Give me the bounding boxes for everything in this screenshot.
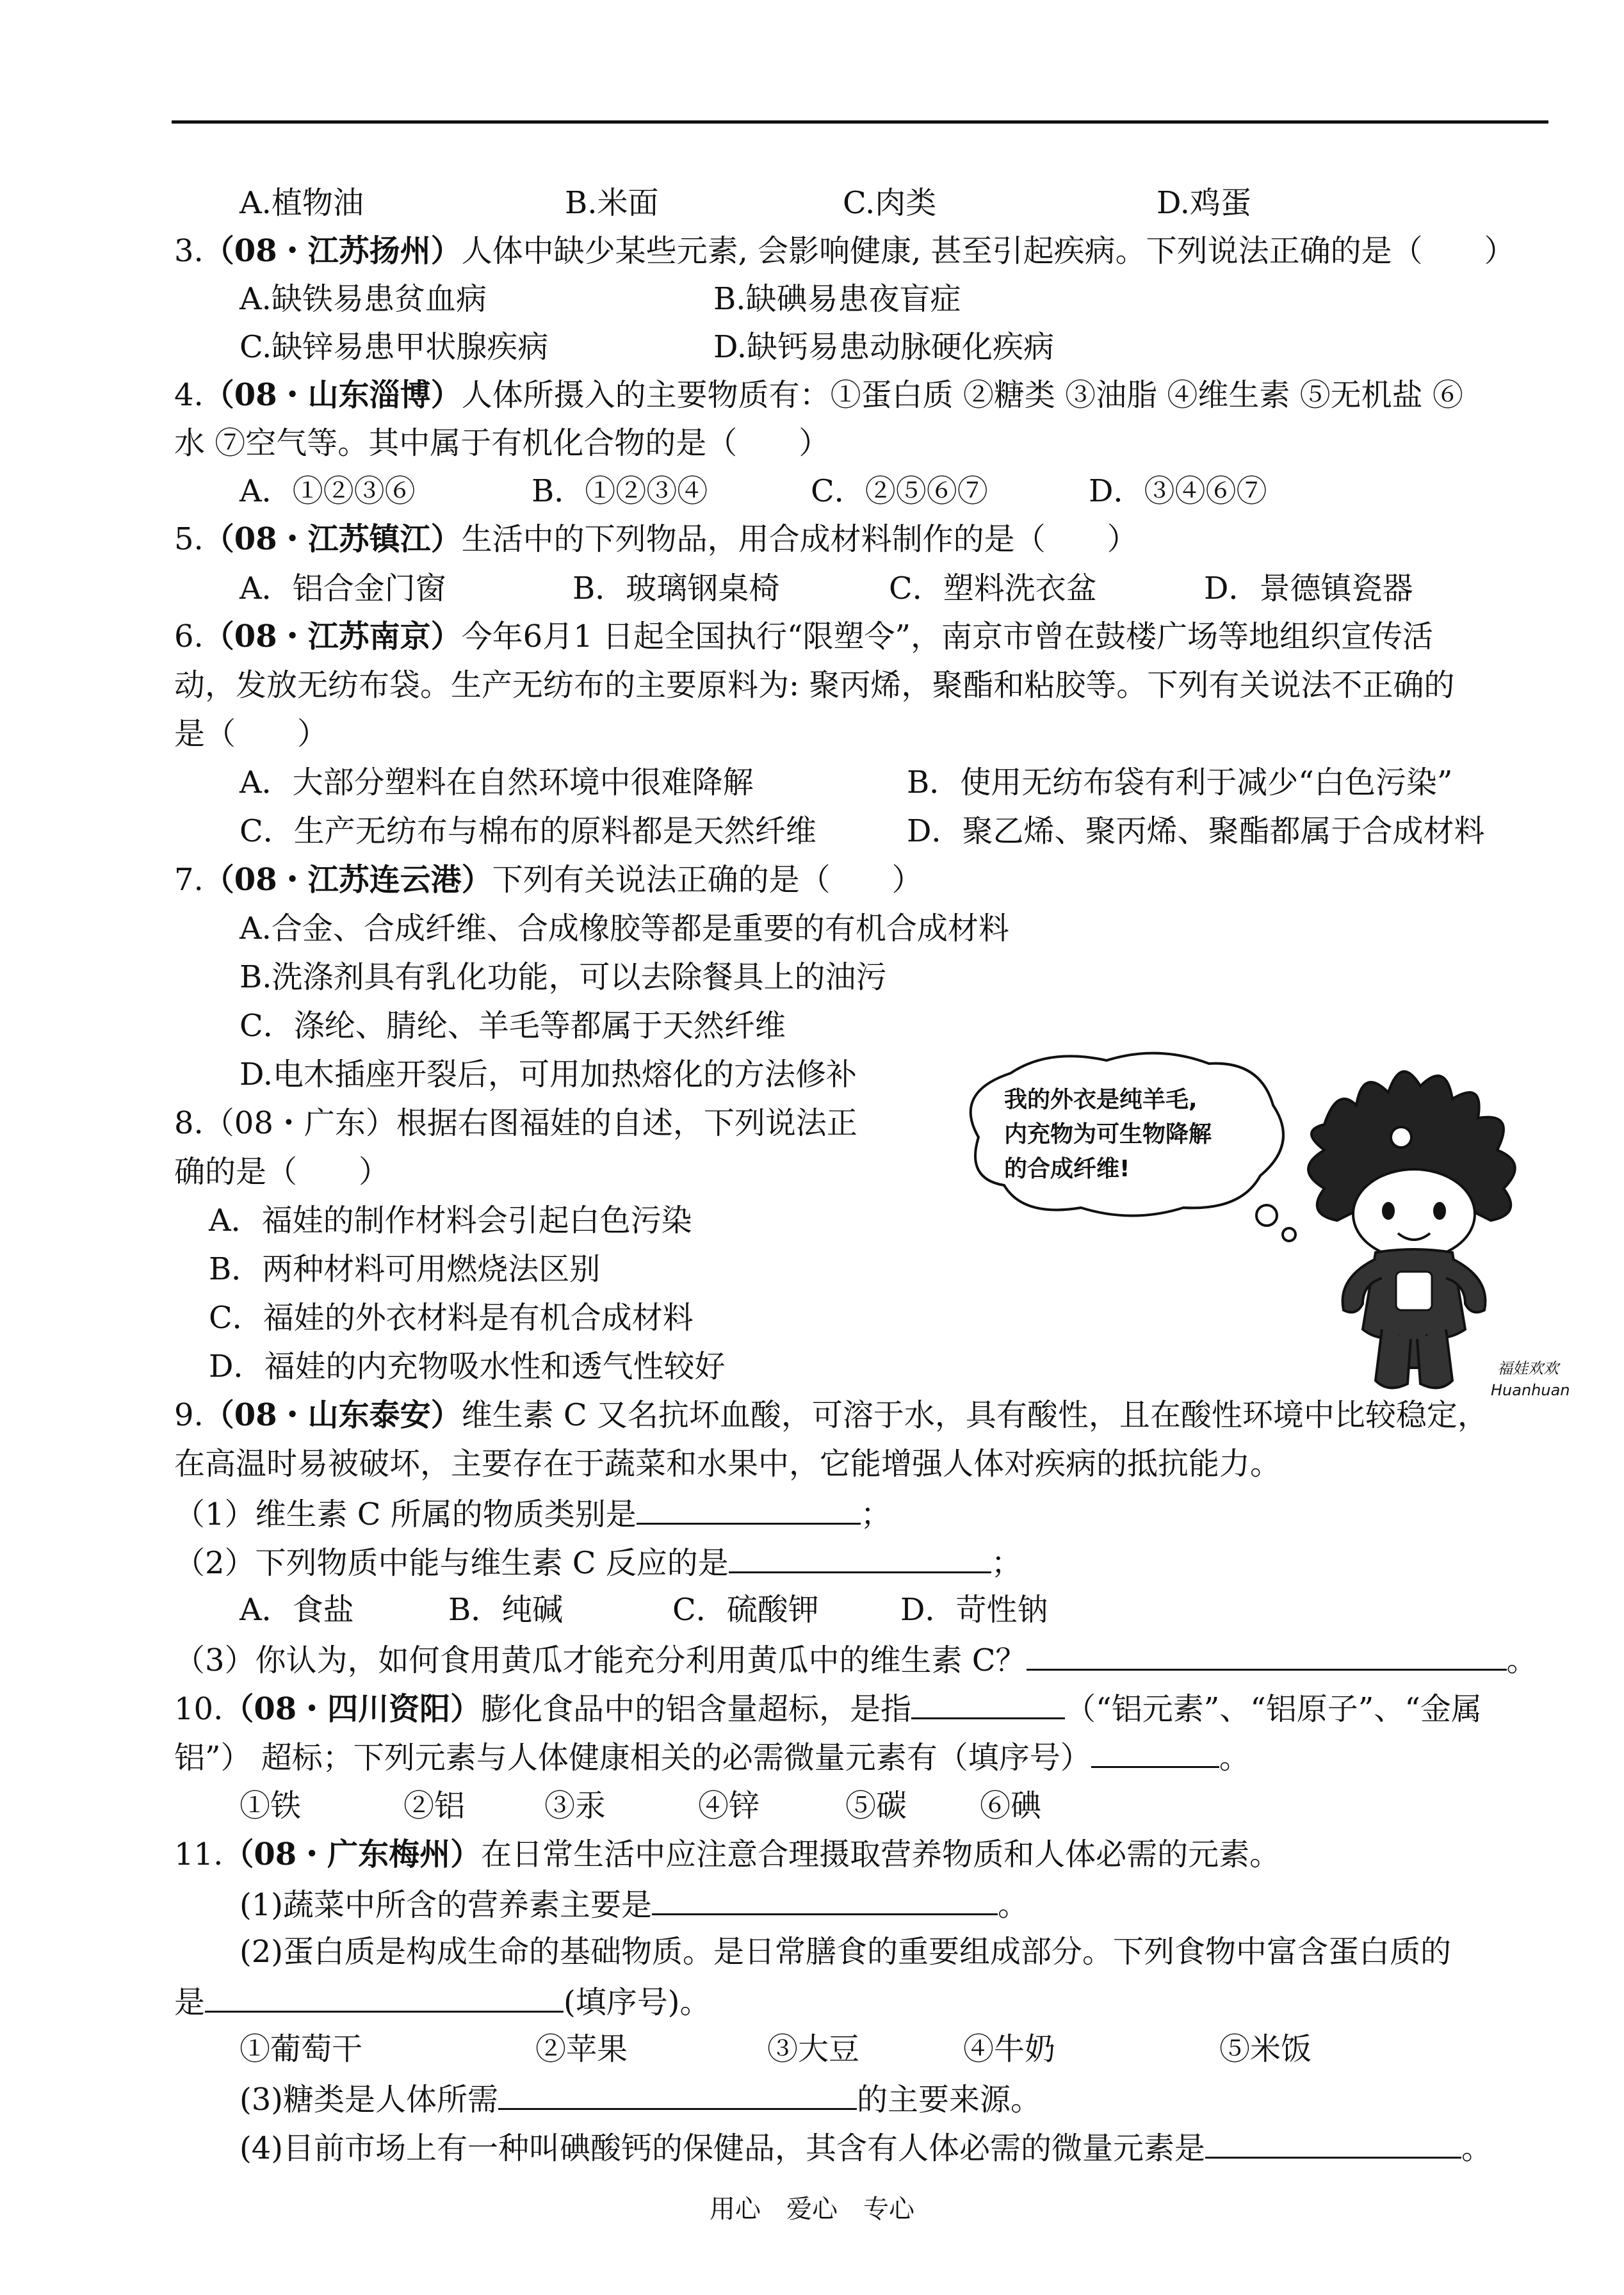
q11-option-3: ③大豆 [767, 2031, 860, 2067]
page-footer: 用心 爱心 专心 [710, 2194, 914, 2224]
q8-option-c: C．福娃的外衣材料是有机合成材料 [209, 1300, 694, 1336]
q9-part-2 [174, 1542, 1022, 1582]
question-source: （08・江苏镇江） [203, 521, 462, 557]
question-10-stem [174, 1688, 1482, 1728]
question-text: 铝”） 超标；下列元素与人体健康相关的必需微量元素有（填序号） [174, 1740, 1091, 1776]
question-number: 6. [174, 619, 204, 654]
part-text: （3）你认为，如何食用黄瓜才能充分利用黄瓜中的维生素 C？ [174, 1642, 1027, 1678]
question-text: 维生素 C 又名抗坏血酸，可溶于水，具有酸性，且在酸性环境中比较稳定， [461, 1397, 1488, 1433]
q6-option-d: D．聚乙烯、聚丙烯、聚酯都属于合成材料 [907, 813, 1485, 849]
q5-option-a: A．铝合金门窗 [240, 571, 446, 606]
q8-option-d: D．福娃的内充物吸水性和透气性较好 [209, 1349, 726, 1384]
q11-part-1 [240, 1884, 1028, 1924]
answer-blank[interactable] [205, 1981, 564, 2013]
question-number: 8. [174, 1105, 204, 1141]
q11-option-2: ②苹果 [535, 2031, 628, 2067]
answer-blank[interactable] [911, 1688, 1065, 1719]
q5-option-b: B．玻璃钢桌椅 [572, 571, 780, 606]
header-rule [172, 120, 1548, 124]
question-11-stem [174, 1835, 1280, 1874]
bubble-dot [1256, 1205, 1277, 1226]
part-text: （1）维生素 C 所属的物质类别是 [174, 1496, 637, 1532]
q11-part-3 [240, 2079, 1041, 2119]
q3-option-a: A.缺铁易患贫血病 [240, 281, 487, 317]
q11-part-2: (2)蛋白质是构成生命的基础物质。是日常膳食的重要组成部分。下列食物中富含蛋白质的 [240, 1934, 1451, 1970]
q10-option-4: ④锌 [698, 1788, 760, 1824]
answer-blank[interactable] [652, 1884, 998, 1915]
question-text: 人体所摄入的主要物质有：①蛋白质 ②糖类 ③油脂 ④维生素 ⑤无机盐 ⑥ [461, 377, 1463, 413]
q7-option-b: B.洗涤剂具有乳化功能，可以去除餐具上的油污 [240, 959, 887, 995]
question-text: 膨化食品中的铝含量超标，是指 [481, 1691, 912, 1727]
q2-option-d: D.鸡蛋 [1157, 185, 1252, 221]
right-leg [1417, 1329, 1452, 1388]
question-source: （08・四川资阳） [223, 1691, 482, 1727]
bubble-line-3: 的合成纤维! [1004, 1156, 1130, 1182]
q10-option-2: ②铝 [403, 1788, 466, 1824]
part-text: (1)蔬菜中所含的营养素主要是 [240, 1887, 652, 1923]
left-leg [1376, 1329, 1411, 1388]
question-number: 5. [174, 521, 204, 557]
part-text: 的主要来源。 [857, 2082, 1042, 2118]
question-text: 下列有关说法正确的是（ ） [492, 862, 923, 898]
q9-option-b: B．纯碱 [448, 1592, 564, 1628]
question-6-stem-cont: 动，发放无纺布袋。生产无纺布的主要原料为: 聚丙烯，聚酯和粘胶等。下列有关说法不正确的 [174, 667, 1455, 703]
answer-blank[interactable] [1027, 1639, 1507, 1671]
fuwa-illustration [940, 1048, 1568, 1432]
question-number: 3. [174, 233, 204, 269]
q9-part-1 [174, 1493, 891, 1534]
q2-option-c: C.肉类 [843, 185, 937, 221]
bubble-line-2: 内充物为可生物降解 [1004, 1121, 1212, 1148]
question-source: （08・江苏扬州） [203, 233, 462, 269]
q10-option-6: ⑥碘 [980, 1788, 1042, 1824]
q3-option-d: D.缺钙易患动脉硬化疾病 [713, 329, 1055, 365]
punctuation: 。 [1506, 1642, 1538, 1678]
question-number: 9. [174, 1397, 204, 1433]
question-10-stem-cont [174, 1737, 1250, 1777]
q6-option-b: B．使用无纺布袋有利于减少“白色污染” [907, 765, 1453, 800]
left-eye [1382, 1202, 1395, 1220]
q10-option-1: ①铁 [240, 1788, 302, 1824]
answer-blank[interactable] [637, 1493, 861, 1525]
question-text: （“铝元素”、“铝原子”、“金属 [1065, 1691, 1482, 1727]
punctuation: 。 [1219, 1740, 1250, 1776]
q9-option-d: D．苛性钠 [900, 1592, 1048, 1628]
q10-option-5: ⑤碳 [845, 1788, 907, 1824]
olympic-emblem [1396, 1272, 1432, 1310]
answer-blank[interactable] [1091, 1737, 1219, 1768]
fuwa-signature: 福娃欢欢 [1497, 1359, 1559, 1377]
bubble-line-1: 我的外衣是纯羊毛, [1004, 1087, 1198, 1113]
q9-option-c: C．硫酸钾 [672, 1592, 819, 1628]
question-4-stem [174, 376, 1463, 414]
q4-option-c: C．②⑤⑥⑦ [811, 473, 988, 509]
punctuation: 。 [1461, 2130, 1493, 2166]
part-text: （2）下列物质中能与维生素 C 反应的是 [174, 1545, 729, 1581]
answer-blank[interactable] [498, 2079, 857, 2110]
answer-blank[interactable] [1205, 2127, 1461, 2159]
question-source: （08・广东） [203, 1105, 396, 1141]
question-number: 11. [174, 1837, 223, 1872]
q6-option-a: A．大部分塑料在自然环境中很难降解 [240, 765, 754, 800]
question-8-stem [174, 1104, 857, 1142]
q11-option-4: ④牛奶 [963, 2031, 1056, 2067]
q5-option-c: C．塑料洗衣盆 [889, 571, 1097, 606]
right-eye [1433, 1202, 1446, 1220]
answer-blank[interactable] [729, 1542, 991, 1573]
q8-option-a: A．福娃的制作材料会引起白色污染 [209, 1203, 692, 1238]
question-3-stem [174, 232, 1515, 270]
question-5-stem [174, 520, 1138, 558]
question-7-stem [174, 861, 923, 899]
q4-option-a: A．①②③⑥ [240, 473, 416, 509]
question-8-stem-cont: 确的是（ ） [174, 1154, 390, 1190]
punctuation: 。 [998, 1887, 1029, 1923]
part-text: (填序号)。 [564, 1984, 711, 2020]
punctuation: ； [860, 1496, 891, 1532]
q7-option-d: D.电木插座开裂后，可用加热熔化的方法修补 [240, 1057, 857, 1092]
q3-option-b: B.缺碘易患夜盲症 [713, 281, 961, 317]
part-text: 是 [174, 1984, 206, 2020]
question-4-stem-cont: 水 ⑦空气等。其中属于有机化合物的是（ ） [174, 425, 830, 461]
question-text: 今年6月1 日起全国执行“限塑令”，南京市曾在鼓楼广场等地组织宣传活 [461, 619, 1434, 654]
bubble-dot [1283, 1228, 1295, 1241]
question-text: 根据右图福娃的自述，下列说法正 [396, 1105, 857, 1141]
question-source: （08・广东梅州） [223, 1837, 482, 1872]
question-source: （08・山东泰安） [203, 1397, 462, 1433]
question-9-stem-cont: 在高温时易被破坏，主要存在于蔬菜和水果中，它能增强人体对疾病的抵抗能力。 [174, 1446, 1281, 1482]
q2-option-a: A.植物油 [240, 185, 364, 221]
question-source: （08・江苏连云港） [203, 862, 492, 898]
q11-option-5: ⑤米饭 [1219, 2031, 1312, 2067]
question-number: 4. [174, 377, 204, 413]
question-9-stem [174, 1396, 1488, 1434]
q5-option-d: D．景德镇瓷器 [1204, 571, 1413, 606]
q4-option-d: D．③④⑥⑦ [1089, 473, 1267, 509]
q11-option-1: ①葡萄干 [240, 2031, 363, 2067]
q3-option-c: C.缺锌易患甲状腺疾病 [240, 329, 549, 365]
part-text: (4)目前市场上有一种叫碘酸钙的保健品，其含有人体必需的微量元素是 [240, 2130, 1205, 2166]
q7-option-c: C．涤纶、腈纶、羊毛等都属于天然纤维 [240, 1008, 786, 1044]
q6-option-c: C．生产无纺布与棉布的原料都是天然纤维 [240, 813, 816, 849]
q9-part-3 [174, 1639, 1538, 1680]
part-text: (3)糖类是人体所需 [240, 2082, 498, 2118]
q11-part-2-cont [174, 1981, 710, 2022]
question-text: 在日常生活中应注意合理摄取营养物质和人体必需的元素。 [481, 1837, 1281, 1872]
q10-option-3: ③汞 [544, 1788, 606, 1824]
q11-part-4 [240, 2127, 1492, 2168]
q7-option-a: A.合金、合成纤维、合成橡胶等都是重要的有机合成材料 [240, 911, 1009, 946]
fuwa-face [1353, 1169, 1475, 1259]
question-number: 10. [174, 1691, 223, 1727]
head-ornament [1391, 1127, 1411, 1148]
q8-option-b: B．两种材料可用燃烧法区别 [209, 1251, 601, 1287]
question-text: 生活中的下列物品，用合成材料制作的是（ ） [461, 521, 1138, 557]
question-6-stem-end: 是（ ） [174, 716, 329, 752]
fuwa-caption: Huanhuan [1491, 1381, 1570, 1399]
q9-option-a: A．食盐 [240, 1592, 354, 1628]
q2-option-b: B.米面 [565, 185, 659, 221]
question-6-stem [174, 617, 1433, 656]
question-number: 7. [174, 862, 204, 898]
question-text: 人体中缺少某些元素, 会影响健康, 甚至引起疾病。下列说法正确的是（ ） [461, 233, 1515, 269]
question-source: （08・江苏南京） [203, 619, 462, 654]
q4-option-b: B．①②③④ [532, 473, 708, 509]
question-source: （08・山东淄博） [203, 377, 462, 413]
punctuation: ； [991, 1545, 1022, 1581]
